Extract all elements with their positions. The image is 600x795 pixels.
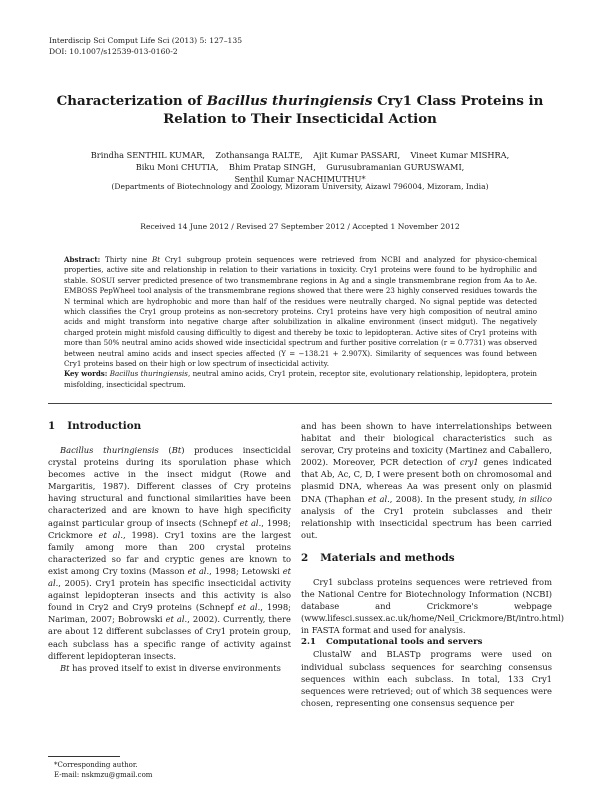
footnote-email: E-mail: nskmzu@gmail.com bbox=[54, 770, 153, 779]
paragraph: Cry1 subclass proteins sequences were retrieved from the National Centre for Biotechnology Information (NCBI) database and Crickmore's webpage (www.lifesci.sussex.ac.uk/home/Neil_Crickmore/Bt/intro.html) in FASTA format and used for analysis. bbox=[301, 576, 565, 636]
footnote-corresponding: *Corresponding author. bbox=[54, 761, 138, 769]
abstract-label: Abstract: bbox=[64, 255, 101, 264]
authors-line: Biku Moni CHUTIA, Bhim Pratap SINGH, Gurusubramanian GURUSWAMI, bbox=[135, 162, 465, 172]
title-species: Bacillus thuringiensis bbox=[206, 93, 373, 109]
keywords bbox=[64, 369, 537, 390]
divider bbox=[48, 403, 552, 404]
abstract bbox=[64, 255, 537, 390]
subsection-heading-tools bbox=[301, 636, 552, 648]
title-part: Cry1 Class Proteins in bbox=[372, 93, 544, 109]
section-heading-methods bbox=[301, 552, 552, 565]
title-line2: Relation to Their Insecticidal Action bbox=[163, 111, 437, 127]
abstract-text: Cry1 subgroup protein sequences were retrieved from NCBI and analyzed for physico-chemical properties, active site and relationship in relation to their variations in toxicity. Cry1 proteins were found to be hydrophilic and stable. SOSUI server predicted presence of two transmembrane regions in Ag and a single transmembrane region from Aa to Ae. EMBOSS PepWheel tool analysis of the transmembrane regions showed that there were 23 highly conserved residues towards the N terminal which are hydrophobic and more than half of the residues were neutrally charged. No signal peptide was detected which classifies the Cry1 group proteins as non-secretory proteins. Cry1 proteins have very high composition of neutral amino acids and might transform into negative charge after solubilization in alkaline environment (insect midgut). The negatively charged protein might misfold causing difficultly to digest and thereby be toxic to lepidopteran. Active sites of Cry1 proteins with more than 50% neutral amino acids showed wide insecticidal spectrum and further positive correlation (r = 0.7731) was observed between neutral amino acids and insect species affected (Y = −138.21 + 2.907X). Similarity of sequences was found between Cry1 proteins based on their high or low spectrum of insecticidal activity. bbox=[64, 255, 538, 369]
section-title: Introduction bbox=[67, 420, 142, 432]
doi: DOI: 10.1007/s12539-013-0160-2 bbox=[49, 46, 178, 56]
keywords-species: Bacillus thuringiensis bbox=[109, 369, 188, 379]
section-title: Materials and methods bbox=[320, 551, 455, 564]
section-number: 1 bbox=[48, 420, 56, 432]
section-heading-introduction bbox=[48, 420, 291, 433]
authors-line: Senthil Kumar NACHIMUTHU* bbox=[234, 174, 366, 184]
footnote-rule bbox=[48, 756, 120, 757]
abstract-text: Thirty nine bbox=[100, 255, 152, 264]
keywords-text: , neutral amino acids, Cry1 protein, receptor site, evolutionary relationship, lepidoptera, protein misfolding, insecticidal spectrum. bbox=[64, 369, 537, 389]
left-column bbox=[48, 420, 291, 674]
paragraph: Bt has proved itself to exist in diverse environments bbox=[60, 662, 281, 673]
footnote bbox=[48, 761, 291, 780]
received-dates: Received 14 June 2012 / Revised 27 September 2012 / Accepted 1 November 2012 bbox=[140, 222, 460, 231]
title-part: Characterization of bbox=[56, 93, 207, 109]
affiliation: (Departments of Biotechnology and Zoology, Mizoram University, Aizawl 796004, Mizoram, India) bbox=[111, 182, 489, 191]
paper-title bbox=[40, 92, 560, 128]
author-list bbox=[60, 149, 540, 185]
subsection-title: Computational tools and servers bbox=[325, 637, 483, 648]
paragraph: Bacillus thuringiensis (Bt) produces insecticidal crystal proteins during its sporulation phase which becomes active in the insect midgut (Rowe and Margaritis, 1987). Different classes of Cry proteins having structural and functional similarities have been characterized and are known to have high specificity against particular group of insects (Schnepf et al., 1998; Crickmore et al., 1998). Cry1 toxins are the largest family among more than 200 crystal proteins characterized so far and cryptic genes are known to exist among Cry toxins (Masson et al., 1998; Letowski et al., 2005). Cry1 protein has specific insecticidal activity against lepidopteran insects and this activity is also found in Cry2 and Cry9 proteins (Schnepf et al., 1998; Nariman, 2007; Bobrowski et al., 2002). Currently, there are about 12 different subclasses of Cry1 protein group, each subclass has a specific range of activity against different lepidopteran insects. bbox=[48, 445, 291, 661]
journal-citation: Interdiscip Sci Comput Life Sci (2013) 5: 127–135 bbox=[49, 36, 243, 45]
paragraph: ClustalW and BLASTp programs were used on individual subclass sequences for searching consensus sequences within each subclass. In total, 133 Cry1 sequences were retrieved; out of which 38 sequences were chosen, representing one consensus sequence per bbox=[301, 649, 552, 708]
keywords-label: Key words: bbox=[64, 369, 108, 379]
subsection-number: 2.1 bbox=[301, 637, 316, 648]
abstract-bt: Bt bbox=[152, 255, 161, 264]
right-column bbox=[301, 420, 565, 709]
authors-line: Brindha SENTHIL KUMAR, Zothansanga RALTE, Ajit Kumar PASSARI, Vineet Kumar MISHRA, bbox=[90, 150, 510, 160]
paragraph: and has been shown to have interrelationships between habitat and their biological characteristics such as serovar, Cry proteins and toxicity (Martinez and Caballero, 2002). Moreover, PCR detection of cry1 genes indicated that Ab, Ac, C, D, I were present both on chromosomal and plasmid DNA, whereas Aa was present only on plasmid DNA (Thaphan et al., 2008). In the present study, in silico analysis of the Cry1 protein subclasses and their relationship with insecticidal spectrum has been carried out. bbox=[301, 421, 552, 540]
section-number: 2 bbox=[301, 551, 309, 564]
journal-header bbox=[49, 36, 242, 57]
